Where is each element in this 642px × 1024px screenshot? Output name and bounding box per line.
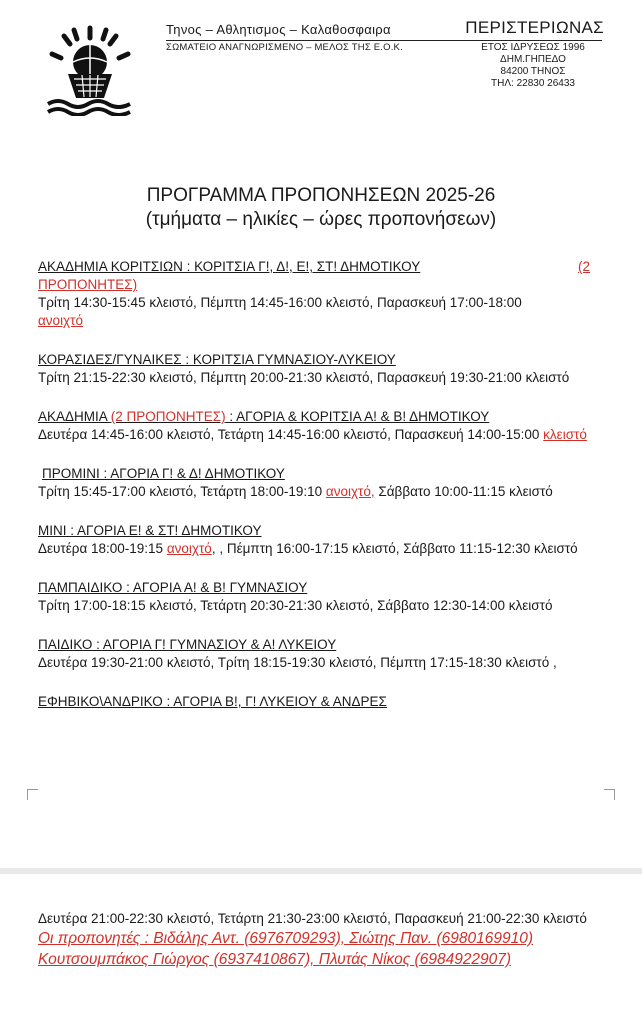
crop-mark-right <box>604 789 615 800</box>
section-pampaidiko <box>38 579 598 615</box>
section-title-a: ΑΚΑΔΗΜΙΑ <box>38 409 111 424</box>
phone-number: ΤΗΛ: 22830 26433 <box>491 78 575 89</box>
coaches-badge: (2 <box>577 259 590 274</box>
section-body <box>38 426 598 444</box>
section-title: ΚΟΡΑΣΙΔΕΣ/ΓΥΝΑΙΚΕΣ : ΚΟΡΙΤΣΙΑ ΓΥΜΝΑΣΙΟΥ-ΛΥΚΕΙΟΥ <box>38 352 396 367</box>
section-efiviko-andriko <box>38 693 598 711</box>
schedule-text: Δευτέρα 14:45-16:00 κλειστό, Τετάρτη 14:45-16:00 κλειστό, Παρασκευή 14:00-15:00 <box>38 427 544 442</box>
founded-year: ΕΤΟΣ ΙΔΡΥΣΕΩΣ 1996 <box>481 42 585 53</box>
status-open: ανοιχτό, <box>325 484 375 499</box>
section-girls-women <box>38 351 598 387</box>
page2-content <box>38 910 618 970</box>
schedule-text: Τρίτη 14:30-15:45 κλειστό, Πέμπτη 14:45-16:00 κλειστό, Παρασκευή 17:00-18:00 <box>38 295 522 310</box>
page-title-line2: (τμήματα – ηλικίες – ώρες προπονήσεων) <box>145 209 497 230</box>
section-title: ΠΡΟΜΙΝΙ : ΑΓΟΡΙΑ Γ! & Δ! ΔΗΜΟΤΙΚΟΥ <box>42 466 285 481</box>
section-academy-mixed <box>38 408 598 444</box>
schedule-sections <box>38 258 598 732</box>
club-name-block <box>166 22 391 37</box>
schedule-text: Δευτέρα 19:30-21:00 κλειστό, Τρίτη 18:15-19:30 κλειστό, Πέμπτη 17:15-18:30 κλειστό , <box>38 655 557 670</box>
section-title: ΜΙΝΙ : ΑΓΟΡΙΑ Ε! & ΣΤ! ΔΗΜΟΤΙΚΟΥ <box>38 523 262 538</box>
section-title-b: : ΑΓΟΡΙΑ & ΚΟΡΙΤΣΙΑ Α! & Β! ΔΗΜΟΤΙΚΟΥ <box>225 409 490 424</box>
coaches-badge-cont: ΠΡΟΠΟΝΗΤΕΣ) <box>38 277 138 292</box>
schedule-text: Δευτέρα 21:00-22:30 κλειστό, Τετάρτη 21:30-23:00 κλειστό, Παρασκευή 21:00-22:30 κλειστό <box>38 911 587 926</box>
basketball-sun-logo-icon <box>44 24 136 116</box>
club-subtitle: ΣΩΜΑΤΕΙΟ ΑΝΑΓΝΩΡΙΣΜΕΝΟ – ΜΕΛΟΣ ΤΗΣ Ε.Ο.Κ. <box>166 42 403 53</box>
schedule-text-a: Δευτέρα 18:00-19:15 <box>38 541 167 556</box>
coaches-badge: (2 ΠΡΟΠΟΝΗΤΕΣ) <box>110 409 226 424</box>
document-page-2 <box>0 874 642 1024</box>
section-academy-girls <box>38 258 598 330</box>
section-title: ΠΑΜΠΑΙΔΙΚΟ : ΑΓΟΡΙΑ Α! & Β! ΓΥΜΝΑΣΙΟΥ <box>38 580 308 595</box>
page-title-line1: ΠΡΟΓΡΑΜΜΑ ΠΡΟΠΟΝΗΣΕΩΝ 2025-26 <box>146 185 496 206</box>
section-title <box>38 408 598 426</box>
coaches-line-2: Κουτσουμπάκος Γιώργος (6937410867), Πλυτάς Νίκος (6984922907) <box>38 951 512 968</box>
club-contact-info <box>468 42 598 90</box>
section-title-text: ΑΚΑΔΗΜΙΑ ΚΟΡΙΤΣΙΩΝ : ΚΟΡΙΤΣΙΑ Γ!, Δ!, Ε!, ΣΤ! ΔΗΜΟΤΙΚΟΥ <box>38 259 421 274</box>
coaches-line-1: Οι προπονητές : Βιδάλης Αντ. (6976709293), Σιώτης Παν. (6980169910) <box>38 930 534 947</box>
status-closed: κλειστό <box>543 427 587 442</box>
schedule-text: Τρίτη 17:00-18:15 κλειστό, Τετάρτη 20:30-21:30 κλειστό, Σάββατο 12:30-14:00 κλειστό <box>38 598 553 613</box>
status-open: ανοιχτό <box>166 541 212 556</box>
section-title: ΕΦΗΒΙΚΟ\ΑΝΔΡΙΚΟ : ΑΓΟΡΙΑ Β!, Γ! ΛΥΚΕΙΟΥ & ΑΝΔΡΕΣ <box>38 694 387 709</box>
schedule-text-a: Τρίτη 15:45-17:00 κλειστό, Τετάρτη 18:00-19:10 <box>38 484 326 499</box>
section-body <box>38 483 598 501</box>
postal-address: 84200 ΤΗΝΟΣ <box>500 66 566 77</box>
schedule-text: Τρίτη 21:15-22:30 κλειστό, Πέμπτη 20:00-21:30 κλειστό, Παρασκευή 19:30-21:00 κλειστό <box>38 370 570 385</box>
club-name: Τηνος – Αθλητισμος – Καλαθοσφαιρα <box>166 22 391 37</box>
club-title: ΠΕΡΙΣΤΕΡΙΩΝΑΣ <box>465 18 604 37</box>
section-mini <box>38 522 598 558</box>
section-body <box>38 540 598 558</box>
venue: ΔΗΜ.ΓΗΠΕΔΟ <box>500 54 566 65</box>
section-title <box>38 258 598 276</box>
club-title-block <box>465 18 604 38</box>
status-open: ανοιχτό <box>38 313 83 328</box>
schedule-text-b: Σάββατο 10:00-11:15 κλειστό <box>374 484 553 499</box>
crop-mark-left <box>27 789 38 800</box>
page-title <box>0 184 642 232</box>
section-paidiko <box>38 636 598 672</box>
section-body <box>38 276 598 330</box>
section-prominі <box>38 465 598 501</box>
header-divider <box>166 40 602 41</box>
section-title: ΠΑΙΔΙΚΟ : ΑΓΟΡΙΑ Γ! ΓΥΜΝΑΣΙΟΥ & Α! ΛΥΚΕΙΟΥ <box>38 637 337 652</box>
schedule-text-b: , , Πέμπτη 16:00-17:15 κλειστό, Σάββατο 11:15-12:30 κλειστό <box>211 541 578 556</box>
